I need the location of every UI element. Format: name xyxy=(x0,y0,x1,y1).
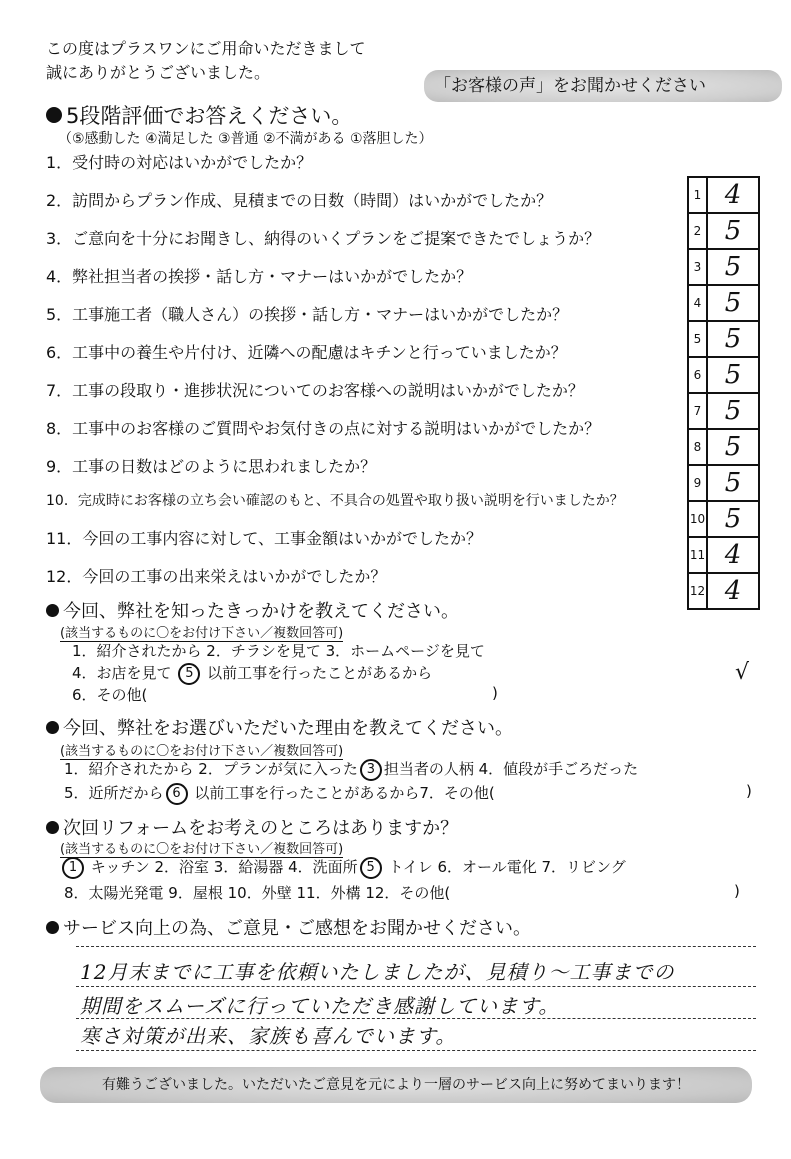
section2-options-line-1[interactable]: 1．紹介されたから 2．チラシを見て 3．ホームページを見て xyxy=(72,642,485,660)
section3-options-line-1[interactable]: 1．紹介されたから 2．プランが気に入った 3 担当者の人柄 4．値段が手ごろだった xyxy=(64,758,638,781)
score-value[interactable]: 4 xyxy=(707,537,759,573)
section1-heading: 5段階評価でお答えください。 xyxy=(46,100,352,130)
score-number: 7 xyxy=(688,393,707,429)
score-number: 2 xyxy=(688,213,707,249)
score-value[interactable]: 5 xyxy=(707,249,759,285)
comment-line-divider xyxy=(76,1018,756,1019)
question-4: 4．弊社担当者の挨拶・話し方・マナーはいかがでしたか？ xyxy=(46,267,473,286)
question-8: 8．工事中のお客様のご質問やお気付きの点に対する説明はいかがでしたか？ xyxy=(46,419,601,438)
score-value[interactable]: 5 xyxy=(707,393,759,429)
question-5: 5．工事施工者（職人さん）の挨拶・話し方・マナーはいかがでしたか？ xyxy=(46,305,569,324)
section4-options-line-1[interactable]: 1 キッチン 2．浴室 3．給湯器 4．洗面所 5 トイレ 6．オール電化 7．リビング xyxy=(60,856,626,879)
score-table xyxy=(687,176,760,610)
score-value[interactable]: 5 xyxy=(707,285,759,321)
score-number: 9 xyxy=(688,465,707,501)
bullet-icon xyxy=(46,821,59,834)
score-value[interactable]: 4 xyxy=(707,573,759,609)
question-3: 3．ご意向を十分にお聞きし、納得のいくプランをご提案できたでしょうか？ xyxy=(46,229,601,248)
selected-option-circle[interactable]: 3 xyxy=(360,759,382,781)
score-number: 3 xyxy=(688,249,707,285)
section2-note: (該当するものに〇をお付け下さい／複数回答可) xyxy=(60,622,343,642)
question-6: 6．工事中の養生や片付け、近隣への配慮はキチンと行っていましたか？ xyxy=(46,343,567,362)
section2-heading: 今回、弊社を知ったきっかけを教えてください。 xyxy=(46,597,459,623)
intro-line-2: 誠にありがとうございました。 xyxy=(46,63,271,82)
question-1: 1．受付時の対応はいかがでしたか？ xyxy=(46,153,313,172)
question-10: 10．完成時にお客様の立ち会い確認のもと、不具合の処置や取り扱い説明を行いましたか？ xyxy=(46,493,624,509)
comment-line-2: 期間をスムーズに行っていただき感謝しています。 xyxy=(80,994,560,1018)
question-2: 2．訪問からプラン作成、見積までの日数（時間）はいかがでしたか？ xyxy=(46,191,553,210)
question-9: 9．工事の日数はどのように思われましたか？ xyxy=(46,457,377,476)
score-value[interactable]: 5 xyxy=(707,213,759,249)
bullet-icon xyxy=(46,921,59,934)
section2-other-label: 6．その他( xyxy=(72,686,148,704)
section4-options-line-2[interactable]: 8．太陽光発電 9．屋根 10．外壁 11．外構 12．その他( xyxy=(64,884,451,902)
section2-other-close: ) xyxy=(492,684,498,702)
score-row xyxy=(688,249,759,285)
score-row xyxy=(688,501,759,537)
score-number: 4 xyxy=(688,285,707,321)
score-number: 1 xyxy=(688,177,707,213)
score-row xyxy=(688,393,759,429)
question-12: 12．今回の工事の出来栄えはいかがでしたか？ xyxy=(46,567,387,586)
check-mark-icon: √ xyxy=(735,660,750,685)
score-row xyxy=(688,429,759,465)
section3-heading: 今回、弊社をお選びいただいた理由を教えてください。 xyxy=(46,714,513,740)
comment-line-divider xyxy=(76,1050,756,1051)
score-value[interactable]: 5 xyxy=(707,465,759,501)
score-number: 6 xyxy=(688,357,707,393)
selected-option-circle[interactable]: 5 xyxy=(360,857,382,879)
section4-note: (該当するものに〇をお付け下さい／複数回答可) xyxy=(60,838,343,858)
score-row xyxy=(688,321,759,357)
score-row xyxy=(688,537,759,573)
bullet-icon xyxy=(46,604,59,617)
score-value[interactable]: 4 xyxy=(707,177,759,213)
selected-option-circle[interactable]: 5 xyxy=(178,663,200,685)
intro-line-1: この度はプラスワンにご用命いただきまして xyxy=(46,39,366,58)
section3-options-line-2[interactable]: 5．近所だから 6 以前工事を行ったことがあるから7．その他( xyxy=(64,782,495,805)
rating-legend: （⑤感動した ④満足した ③普通 ②不満がある ①落胆した） xyxy=(58,131,433,147)
selected-option-circle[interactable]: 1 xyxy=(62,857,84,879)
score-row xyxy=(688,177,759,213)
score-value[interactable]: 5 xyxy=(707,501,759,537)
section3-other-close: ) xyxy=(746,782,752,800)
section5-heading: サービス向上の為、ご意見・ご感想をお聞かせください。 xyxy=(46,914,531,940)
voice-banner: 「お客様の声」をお聞かせください xyxy=(424,70,782,102)
section4-other-close: ) xyxy=(734,882,740,900)
selected-option-circle[interactable]: 6 xyxy=(166,783,188,805)
score-value[interactable]: 5 xyxy=(707,357,759,393)
comment-line-divider xyxy=(76,946,756,947)
question-11: 11．今回の工事内容に対して、工事金額はいかがでしたか？ xyxy=(46,529,483,548)
section4-heading: 次回リフォームをお考えのところはありますか？ xyxy=(46,814,458,840)
score-row xyxy=(688,213,759,249)
score-row xyxy=(688,465,759,501)
bullet-icon xyxy=(46,721,59,734)
bullet-icon xyxy=(46,107,62,123)
section2-options-line-2[interactable]: 4．お店を見て 5 以前工事を行ったことがあるから xyxy=(72,662,432,685)
score-row xyxy=(688,573,759,609)
comment-line-1: 12月末までに工事を依頼いたしましたが、見積り～工事までの xyxy=(80,960,675,984)
score-number: 12 xyxy=(688,573,707,609)
comment-line-divider xyxy=(76,986,756,987)
score-value[interactable]: 5 xyxy=(707,321,759,357)
question-7: 7．工事の段取り・進捗状況についてのお客様への説明はいかがでしたか？ xyxy=(46,381,584,400)
comment-line-3: 寒さ対策が出来、家族も喜んでいます。 xyxy=(80,1024,457,1048)
score-value[interactable]: 5 xyxy=(707,429,759,465)
score-number: 8 xyxy=(688,429,707,465)
score-number: 10 xyxy=(688,501,707,537)
score-number: 5 xyxy=(688,321,707,357)
thank-you-footer: 有難うございました。いただいたご意見を元により一層のサービス向上に努めてまいります！ xyxy=(40,1067,752,1103)
score-row xyxy=(688,285,759,321)
score-number: 11 xyxy=(688,537,707,573)
section3-note: (該当するものに〇をお付け下さい／複数回答可) xyxy=(60,740,343,760)
score-row xyxy=(688,357,759,393)
